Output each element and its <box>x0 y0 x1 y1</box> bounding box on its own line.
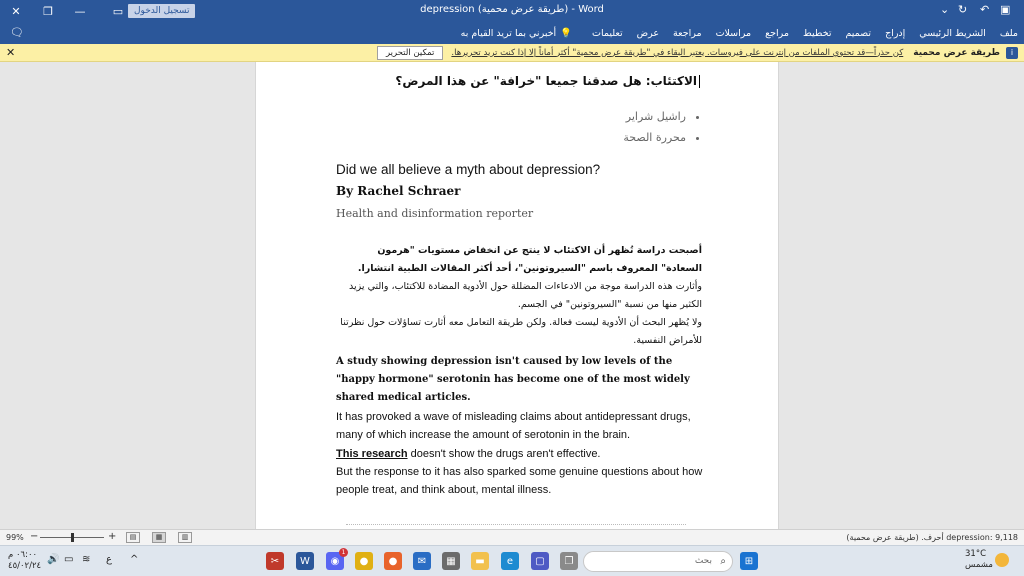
tab-design[interactable]: تصميم <box>845 27 872 39</box>
task-view-icon[interactable]: ❐ <box>560 552 578 570</box>
english-paragraph: It has provoked a wave of misleading claims about antidepressant drugs, many of which increase the amount of serotonin in the brain. <box>336 411 691 441</box>
search-icon: ⌕ <box>720 556 726 567</box>
window-title: depression (طريقة عرض محمية) - Word <box>420 4 604 15</box>
teams-chat-icon[interactable]: ▢ <box>531 552 549 570</box>
document-page[interactable] <box>255 62 779 529</box>
word-app-icon[interactable]: W <box>296 552 314 570</box>
tab-help[interactable]: تعليمات <box>592 27 623 39</box>
arabic-bullet-list <box>623 106 686 148</box>
tab-layout[interactable]: تخطيط <box>803 27 832 39</box>
page-text-fragment <box>346 524 686 527</box>
arabic-paragraph-bold: أصبحت دراسة تُظهر أن الاكتئاب لا ينتج عن انخفاض مستويات "هرمون السعادة" المعروف باسم "السيروتونين"، أحد أكثر المقالات الطبية انتشارا. <box>357 245 702 274</box>
protected-view-title: طريقة عرض محمية <box>913 47 1000 58</box>
web-layout-icon[interactable]: ▤ <box>126 532 140 543</box>
tab-mailings[interactable]: مراسلات <box>715 27 752 39</box>
print-layout-icon[interactable]: ▦ <box>152 532 166 543</box>
restore-icon[interactable]: ❐ <box>43 4 53 18</box>
arabic-paragraph: ولا يُظهر البحث أن الأدوية ليست فعالة. ولكن طريقة التعامل معه أثارت تساؤلات حول نظرتنا للأمراض النفسية. <box>340 317 702 346</box>
arabic-heading: الاكتئاب: هل صدقنا جميعا "خرافة" عن هذا المرض؟ <box>395 74 700 88</box>
volume-icon[interactable]: 🔊 <box>47 554 60 565</box>
snipping-tool-icon[interactable]: ✂ <box>266 552 284 570</box>
protected-view-bar <box>0 44 1024 62</box>
list-item: • محررة الصحة <box>623 127 686 148</box>
shield-icon: i <box>1006 47 1018 59</box>
notification-badge: 1 <box>339 548 348 557</box>
zoom-slider-thumb[interactable] <box>71 533 74 542</box>
ribbon-tabs <box>0 22 1024 44</box>
zoom-level[interactable]: 99% <box>6 533 24 542</box>
tell-me-box[interactable] <box>461 28 572 39</box>
minimize-icon[interactable]: — <box>74 4 86 18</box>
read-mode-icon[interactable]: ▥ <box>178 532 192 543</box>
english-role: Health and disinformation reporter <box>336 207 534 220</box>
title-bar <box>0 0 1024 22</box>
tab-view[interactable]: عرض <box>636 27 660 39</box>
tab-references[interactable]: مراجع <box>765 27 790 39</box>
english-heading: Did we all believe a myth about depression? <box>336 162 601 177</box>
firefox-icon[interactable]: ● <box>384 552 402 570</box>
enable-editing-button[interactable]: تمكين التحرير <box>377 46 443 60</box>
input-language[interactable]: ع <box>106 554 112 565</box>
zoom-out-icon[interactable]: − <box>30 531 39 542</box>
edge-icon[interactable]: e <box>501 552 519 570</box>
arabic-body <box>336 242 702 350</box>
battery-icon[interactable]: ▭ <box>64 554 74 565</box>
english-paragraph: But the response to it has also sparked some genuine questions about how people treat, and think about, mental illness. <box>336 466 703 496</box>
status-bar <box>0 529 1024 545</box>
list-item: • راشيل شراير <box>623 106 686 127</box>
research-link[interactable]: This research <box>336 448 408 460</box>
tab-home[interactable]: الشريط الرئيسي <box>919 27 986 39</box>
zoom-in-icon[interactable]: + <box>108 531 117 542</box>
tell-me-label: أخبرني بما تريد القيام به <box>460 27 557 39</box>
clock[interactable]: ٠٦:٠٠ م ٤٥/٠٢/٢٤ <box>8 550 42 571</box>
tab-file[interactable]: ملف <box>999 27 1018 39</box>
english-byline: By Rachel Schraer <box>336 184 461 198</box>
sun-icon <box>995 553 1009 567</box>
tab-insert[interactable]: إدراج <box>885 27 906 39</box>
file-explorer-icon[interactable]: ▬ <box>471 552 489 570</box>
english-paragraph: This research doesn't show the drugs aren't effective. <box>336 448 601 460</box>
undo-icon[interactable]: ↶ <box>980 3 990 16</box>
signin-button[interactable]: تسجيل الدخول <box>128 4 195 18</box>
weather-widget[interactable]: 31°C مشمس <box>965 549 993 570</box>
redo-icon[interactable]: ↻ <box>958 3 968 16</box>
document-area[interactable] <box>0 62 1024 529</box>
wifi-icon[interactable]: ≋ <box>82 554 91 565</box>
discord-icon[interactable]: ◉ 1 <box>326 552 344 570</box>
tab-review[interactable]: مراجعة <box>673 27 702 39</box>
save-icon[interactable]: ▣ <box>1000 3 1011 16</box>
chrome-icon[interactable]: ● <box>355 552 373 570</box>
taskbar-search-input[interactable]: ⌕ بحث <box>583 551 733 572</box>
arabic-paragraph: وأثارت هذه الدراسة موجة من الادعاءات المضللة حول الأدوية المضادة للاكتئاب، والتي يزيد الكثير منها من نسبة "السيروتونين" في الجسم. <box>349 281 702 310</box>
customize-qat-icon[interactable]: ⌄ <box>940 3 950 16</box>
start-icon[interactable]: ⊞ <box>740 552 758 570</box>
store-icon[interactable]: ▦ <box>442 552 460 570</box>
chevron-up-icon[interactable]: ^ <box>130 554 139 565</box>
close-icon[interactable]: ✕ <box>11 4 21 18</box>
close-icon[interactable]: ✕ <box>6 46 16 59</box>
status-text: depression: 9,118 أحرف. (طريقة عرض محمية) <box>846 533 1018 542</box>
ribbon-display-icon[interactable]: ▭ <box>112 4 124 18</box>
protected-view-message[interactable]: كن حذراً—قد تحتوي الملفات من إنترنت على فيروسات. يعتبر البقاء في "طريقة عرض محمية" أكثر أماناً إلا إذا كنت تريد تحريرها. <box>451 47 904 58</box>
lightbulb-icon: 💡 <box>560 27 573 39</box>
taskbar <box>0 545 1024 576</box>
comments-icon[interactable]: 🗨 <box>10 26 24 39</box>
text-cursor <box>699 75 700 88</box>
english-paragraph-bold: A study showing depression isn't caused by low levels of the "happy hormone" serotonin has become one of the most widely shared medical articles. <box>336 356 690 403</box>
mail-icon[interactable]: ✉ <box>413 552 431 570</box>
